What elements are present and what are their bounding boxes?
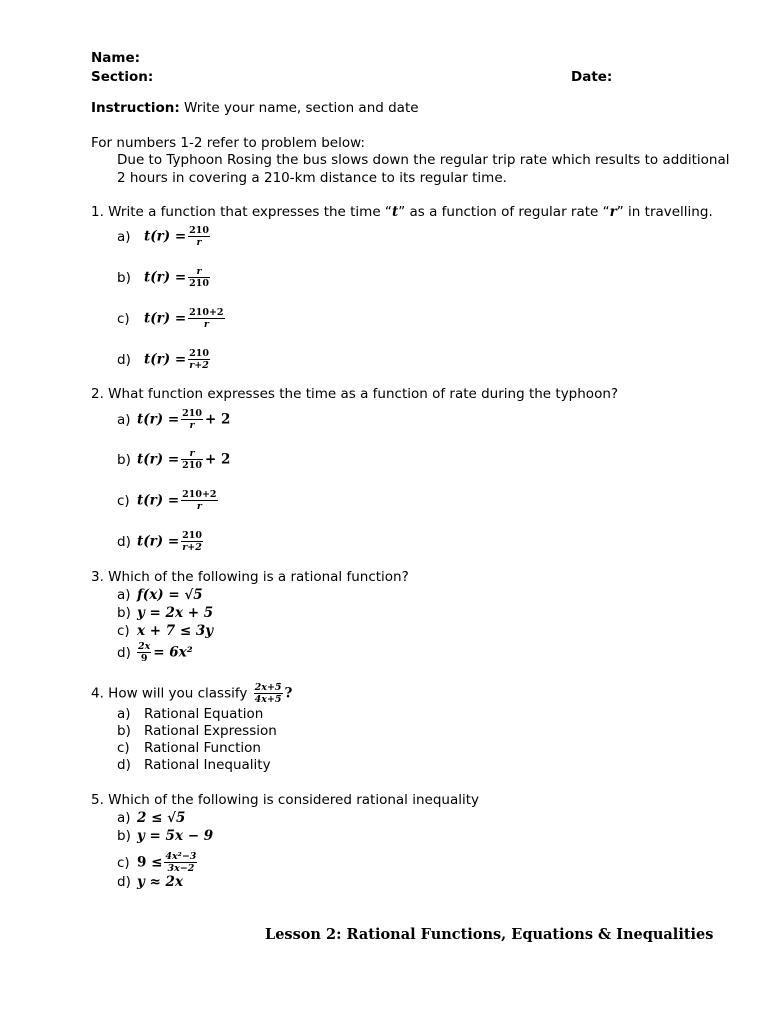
fraction: $\frac{r}{210}$ [189, 266, 209, 289]
q1-option-c: c) t(r) = $\frac{210+2}{r}$ [117, 307, 224, 330]
name-label: Name: [91, 50, 141, 66]
q2-option-d: d) t(r) = $\frac{210}{r+2}$ [117, 530, 202, 553]
fraction: $\frac{210}{r}$ [182, 408, 202, 431]
q3-option-c: c) x + 7 ≤ 3y [117, 623, 214, 639]
fraction: $\frac{r}{210}$ [182, 448, 202, 471]
q3-option-b: b) y = 2x + 5 [117, 605, 214, 621]
instruction-label: Instruction: [91, 100, 180, 116]
q3-option-d: d) $\frac{2x}{9}$ = 6x² [117, 641, 193, 664]
q5-option-d: d) y ≈ 2x [117, 874, 183, 890]
fraction: $\frac{2x+5}{4x+5}$ [254, 682, 282, 705]
q5-option-a: a) 2 ≤ √5 [117, 810, 186, 826]
intro-line-3: 2 hours in covering a 210-km distance to its regular time. [117, 170, 507, 186]
q4-option-d: d) Rational Inequality [117, 757, 271, 773]
date-label: Date: [571, 69, 613, 85]
q5-option-c: c) 9 ≤ $\frac{\text{4x²−3}}{3x-2}$ [117, 851, 197, 874]
fraction: $\frac{210+2}{r}$ [182, 489, 217, 512]
fraction: $\frac{210}{r+2}$ [182, 530, 202, 553]
q1-option-d: d) t(r) = $\frac{210}{r+2}$ [117, 348, 209, 371]
intro-line-2: Due to Typhoon Rosing the bus slows down the regular trip rate which results to additional [117, 152, 730, 168]
q2-stem: 2. What function expresses the time as a function of rate during the typhoon? [91, 386, 619, 402]
lesson-footer: Lesson 2: Rational Functions, Equations & Inequalities [265, 926, 714, 943]
q1-stem: 1. Write a function that expresses the time “t” as a function of regular rate “r” in travelling. [91, 204, 713, 220]
instruction [91, 100, 419, 117]
fraction: $\frac{\text{4x²−3}}{3x-2}$ [165, 851, 197, 874]
q3-stem: 3. Which of the following is a rational function? [91, 569, 409, 585]
q1-option-a: a) t(r) = $\frac{210}{r}$ [117, 225, 209, 248]
q4-option-c: c) Rational Function [117, 740, 261, 756]
fraction: $\frac{210}{r}$ [189, 225, 209, 248]
q4-stem: 4. How will you classify $\frac{2x+5}{4x+5}$ ? [91, 682, 293, 705]
fraction: $\frac{2x}{9}$ [138, 641, 151, 664]
q4-option-b: b) Rational Expression [117, 723, 277, 739]
q1-option-b: b) t(r) = $\frac{r}{210}$ [117, 266, 209, 289]
fraction: $\frac{210+2}{r}$ [189, 307, 224, 330]
q4-option-a: a) Rational Equation [117, 706, 264, 722]
intro-line-1: For numbers 1-2 refer to problem below: [91, 135, 365, 151]
q2-option-b: b) t(r) = $\frac{r}{210}$ + 2 [117, 448, 231, 471]
q3-option-a: a) f(x) = √5 [117, 587, 203, 603]
q5-stem: 5. Which of the following is considered rational inequality [91, 792, 480, 808]
q5-option-b: b) y = 5x − 9 [117, 828, 214, 844]
q2-option-a: a) t(r) = $\frac{210}{r}$ + 2 [117, 408, 231, 431]
section-label: Section: [91, 69, 154, 85]
instruction-text: Write your name, section and date [179, 100, 419, 116]
q2-option-c: c) t(r) = $\frac{210+2}{r}$ [117, 489, 217, 512]
fraction: $\frac{210}{r+2}$ [189, 348, 209, 371]
